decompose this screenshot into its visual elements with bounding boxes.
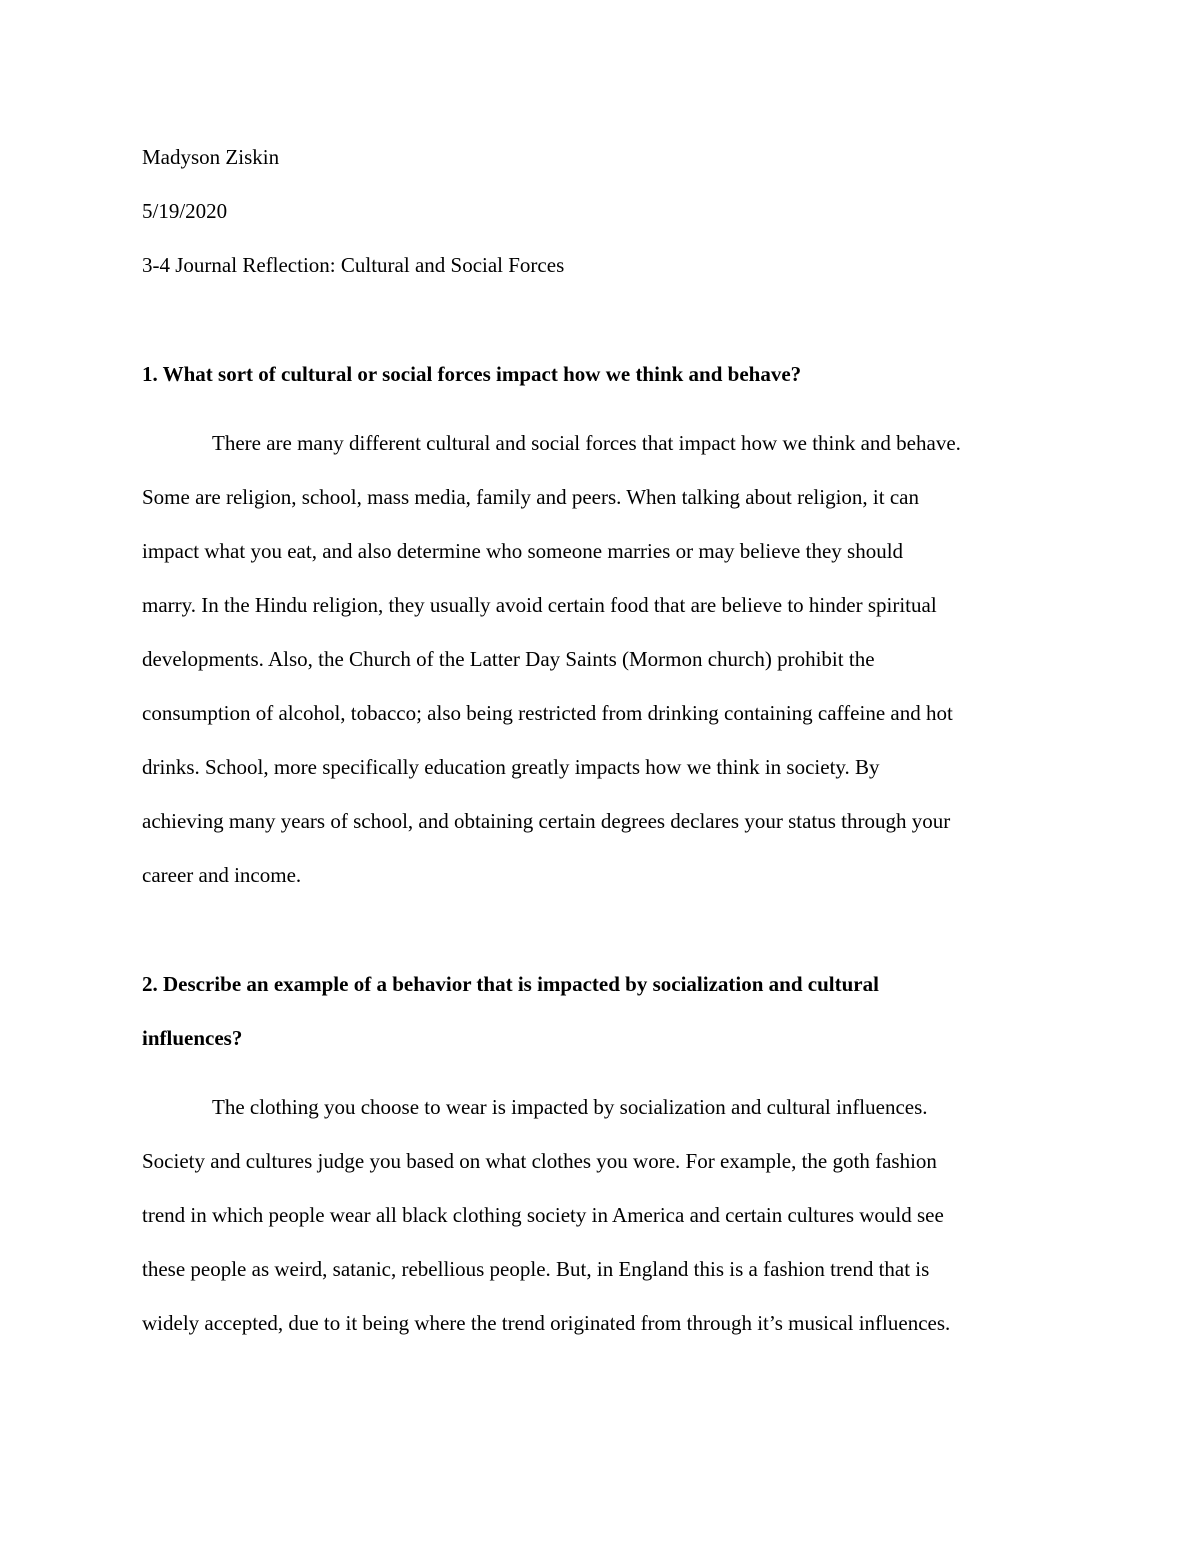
document-title: 3-4 Journal Reflection: Cultural and Social Forces xyxy=(142,253,565,277)
answer-1-line: There are many different cultural and social forces that impact how we think and behave. xyxy=(212,431,961,455)
answer-1-line: achieving many years of school, and obtaining certain degrees declares your status through your xyxy=(142,809,951,833)
answer-1-line: career and income. xyxy=(142,863,302,887)
question-2-heading: influences? xyxy=(142,1026,243,1050)
answer-2-line: these people as weird, satanic, rebellious people. But, in England this is a fashion trend that is xyxy=(142,1257,930,1281)
answer-2-line: Society and cultures judge you based on what clothes you wore. For example, the goth fashion xyxy=(142,1149,937,1173)
answer-2-line: The clothing you choose to wear is impacted by socialization and cultural influences. xyxy=(212,1095,928,1119)
answer-1-line: Some are religion, school, mass media, family and peers. When talking about religion, it can xyxy=(142,485,919,509)
question-2-heading: 2. Describe an example of a behavior that is impacted by socialization and cultural xyxy=(142,972,879,996)
answer-1-line: impact what you eat, and also determine who someone marries or may believe they should xyxy=(142,539,904,563)
answer-2-line: widely accepted, due to it being where the trend originated from through it’s musical influences. xyxy=(142,1311,951,1335)
answer-1-line: drinks. School, more specifically education greatly impacts how we think in society. By xyxy=(142,755,880,779)
answer-1-line: developments. Also, the Church of the Latter Day Saints (Mormon church) prohibit the xyxy=(142,647,875,671)
answer-1-line: consumption of alcohol, tobacco; also being restricted from drinking containing caffeine and hot xyxy=(142,701,953,725)
answer-1-line: marry. In the Hindu religion, they usually avoid certain food that are believe to hinder spiritual xyxy=(142,593,937,617)
question-1-heading: 1. What sort of cultural or social forces impact how we think and behave? xyxy=(142,362,802,386)
document-date: 5/19/2020 xyxy=(142,199,228,223)
answer-2-line: trend in which people wear all black clothing society in America and certain cultures would see xyxy=(142,1203,944,1227)
author-name: Madyson Ziskin xyxy=(142,145,280,169)
